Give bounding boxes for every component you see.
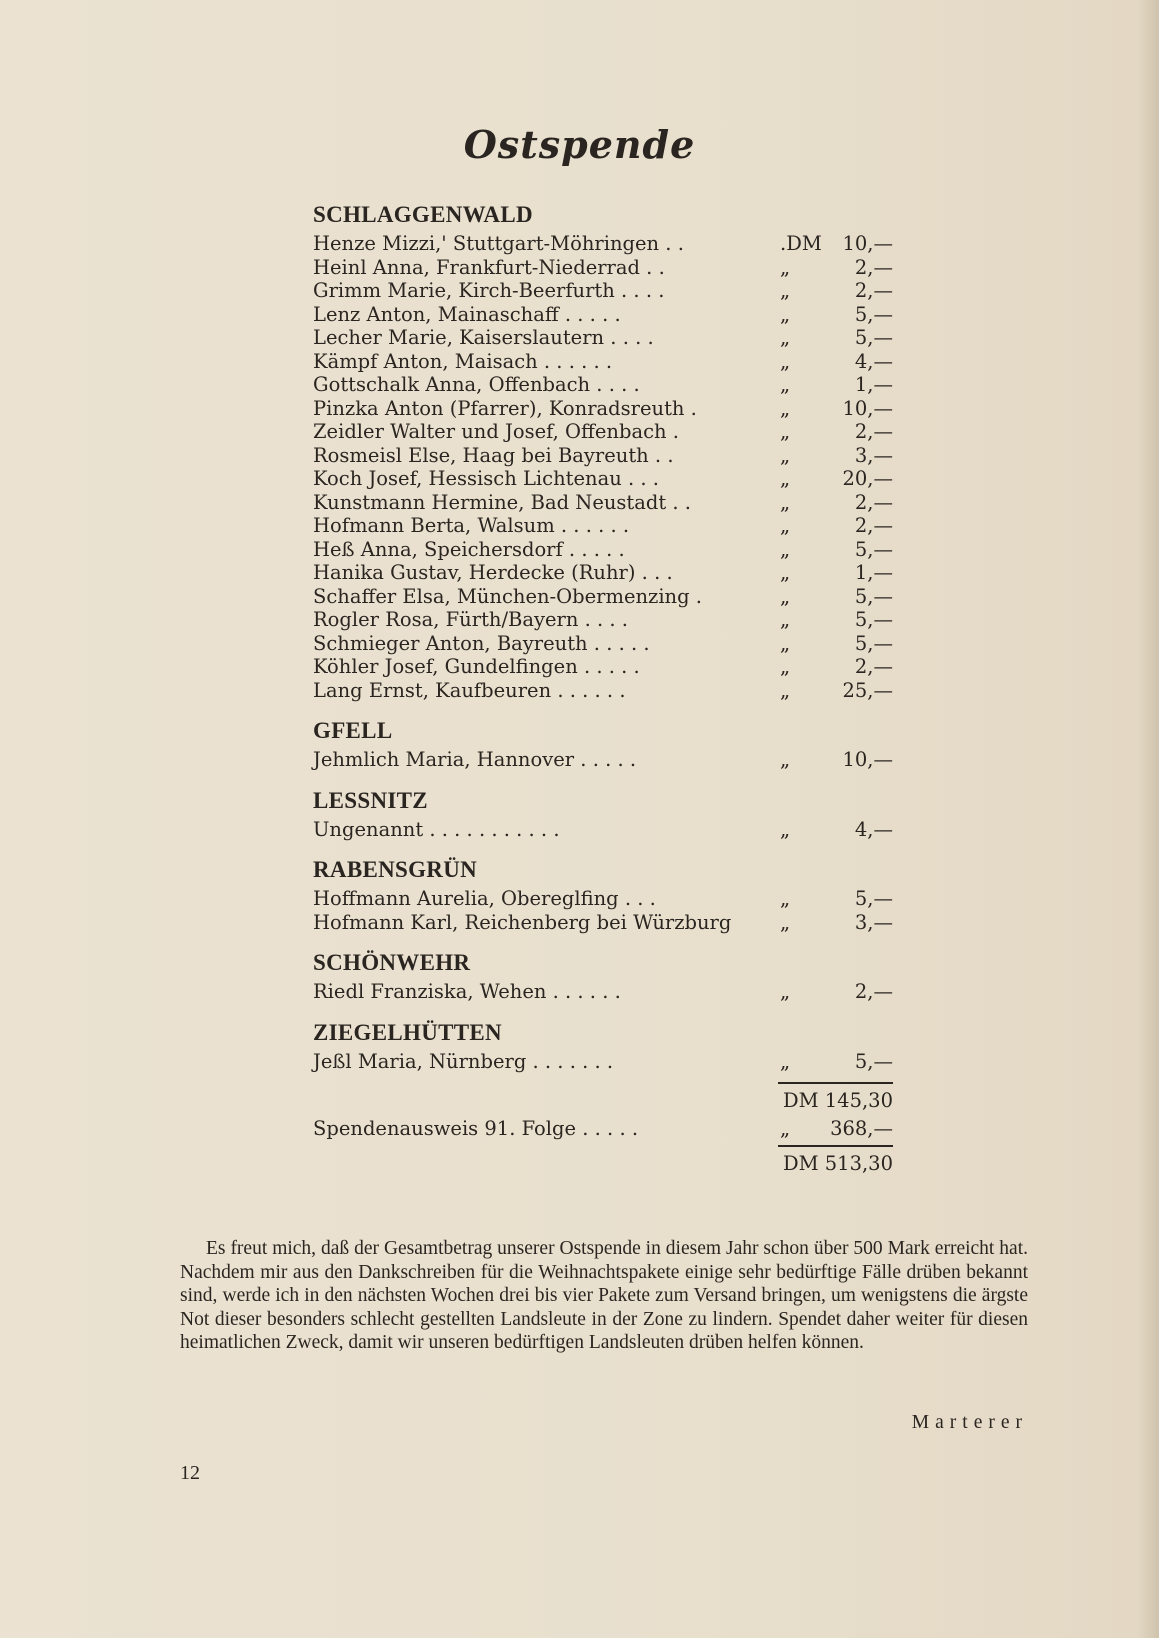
currency-mark: „: [780, 1049, 791, 1073]
section-heading: ZIEGELHÜTTEN: [313, 1019, 502, 1045]
donation-row: [313, 303, 893, 327]
donation-amount: 5,—: [854, 302, 893, 326]
subtotal: DM 145,30: [782, 1089, 893, 1112]
donation-amount: 1,—: [854, 561, 893, 584]
donation-amount: 5,—: [854, 326, 893, 349]
donation-row: [313, 256, 893, 280]
donor-name: Hoffmann Aurelia, Obereglfing . . .: [313, 887, 656, 910]
currency-mark: „: [780, 255, 791, 279]
currency-mark: „: [780, 467, 791, 490]
donation-row: [313, 655, 893, 679]
donor-name: Lang Ernst, Kaufbeuren . . . . . .: [313, 678, 626, 702]
donor-name: Lenz Anton, Mainaschaff . . . . .: [313, 302, 621, 326]
donor-name: Riedl Franziska, Wehen . . . . . .: [313, 980, 621, 1003]
donation-row: [313, 514, 893, 538]
donor-name: Rosmeisl Else, Haag bei Bayreuth . .: [313, 443, 674, 467]
currency-mark: „: [780, 608, 791, 631]
currency-mark: „: [780, 1117, 791, 1140]
donor-name: Grimm Marie, Kirch-Beerfurth . . . .: [313, 279, 665, 302]
donation-amount: 25,—: [842, 678, 893, 702]
donation-amount: 10,—: [842, 748, 893, 771]
donation-amount: 10,—: [842, 396, 893, 420]
currency-mark: „: [780, 420, 791, 443]
donation-section: [313, 946, 893, 1004]
currency-mark: „: [780, 326, 791, 349]
donor-name: Hofmann Karl, Reichenberg bei Würzburg: [313, 910, 732, 934]
donation-row: [313, 279, 893, 303]
donation-amount: 2,—: [854, 514, 893, 537]
donation-amount: 5,—: [854, 584, 893, 608]
donation-section: [313, 853, 893, 934]
donation-row: [313, 491, 893, 515]
donation-row: [313, 748, 893, 772]
donation-row: [313, 632, 893, 656]
currency-mark: „: [780, 631, 791, 655]
donor-name: Hofmann Berta, Walsum . . . . . .: [313, 514, 630, 537]
donation-row: [313, 679, 893, 703]
donation-section: [313, 784, 893, 842]
donor-name: Koch Josef, Hessisch Lichtenau . . .: [313, 467, 659, 490]
currency-mark: „: [780, 748, 791, 771]
donor-name: Rogler Rosa, Fürth/Bayern . . . .: [313, 608, 629, 631]
donation-amount: 10,—: [842, 232, 893, 255]
page-number: 12: [180, 1462, 200, 1484]
section-heading: RABENSGRÜN: [313, 857, 478, 882]
previous-total-amount: 368,—: [830, 1117, 893, 1140]
currency-mark: „: [780, 443, 791, 467]
donation-row: [313, 585, 893, 609]
donor-name: Gottschalk Anna, Offenbach . . . .: [313, 373, 640, 396]
currency-mark: „: [780, 817, 791, 841]
donor-name: Henze Mizzi,' Stuttgart-Möhringen . .: [313, 232, 684, 255]
donation-amount: 5,—: [854, 1049, 893, 1073]
donor-name: Zeidler Walter und Josef, Offenbach .: [313, 420, 679, 443]
currency-mark: „: [780, 887, 791, 910]
donation-section: [313, 1016, 893, 1074]
page-edge-shadow: [1137, 0, 1159, 1638]
donation-row: [313, 467, 893, 491]
donor-name: Hanika Gustav, Herdecke (Ruhr) . . .: [313, 561, 673, 584]
donation-amount: 3,—: [854, 443, 893, 467]
donation-amount: 2,—: [854, 980, 893, 1003]
donation-amount: 4,—: [854, 817, 893, 841]
donation-row: [313, 397, 893, 421]
currency-mark: „: [780, 561, 791, 584]
donation-row: [313, 373, 893, 397]
donor-name: Pinzka Anton (Pfarrer), Konradsreuth .: [313, 396, 697, 420]
donation-amount: 1,—: [854, 373, 893, 396]
previous-total-row: [313, 1117, 893, 1141]
currency-mark: „: [780, 396, 791, 420]
donation-list: [313, 198, 893, 1215]
signature: Marterer: [911, 1412, 1028, 1433]
donation-amount: 5,—: [854, 887, 893, 910]
currency-mark: .DM: [780, 232, 822, 255]
donor-name: Heinl Anna, Frankfurt-Niederrad . .: [313, 255, 665, 279]
currency-mark: „: [780, 678, 791, 702]
donation-amount: 2,—: [854, 490, 893, 514]
currency-mark: „: [780, 373, 791, 396]
currency-mark: „: [780, 349, 791, 373]
section-heading: GFELL: [313, 718, 393, 743]
donation-amount: 2,—: [854, 420, 893, 443]
donation-amount: 2,—: [854, 255, 893, 279]
currency-mark: „: [780, 302, 791, 326]
donation-row: [313, 326, 893, 350]
donor-name: Kämpf Anton, Maisach . . . . . .: [313, 349, 613, 373]
donation-amount: 2,—: [854, 279, 893, 302]
donation-row: [313, 980, 893, 1004]
donation-row: [313, 1050, 893, 1074]
donation-amount: 2,—: [854, 655, 893, 678]
donor-name: Köhler Josef, Gundelfingen . . . . .: [313, 655, 640, 678]
currency-mark: „: [780, 537, 791, 561]
donation-row: [313, 350, 893, 374]
donation-amount: 5,—: [854, 537, 893, 561]
donor-name: Lecher Marie, Kaiserslautern . . . .: [313, 326, 654, 349]
donation-row: [313, 420, 893, 444]
donor-name: Schaffer Elsa, München-Obermenzing .: [313, 584, 703, 608]
donation-amount: 20,—: [842, 467, 893, 490]
totals-block: [313, 1085, 893, 1215]
donation-row: [313, 608, 893, 632]
currency-mark: „: [780, 279, 791, 302]
currency-mark: „: [780, 980, 791, 1003]
donation-row: [313, 444, 893, 468]
donation-row: [313, 538, 893, 562]
donation-row: [313, 561, 893, 585]
donor-name: Kunstmann Hermine, Bad Neustadt . .: [313, 490, 692, 514]
donation-row: [313, 818, 893, 842]
grand-total: DM 513,30: [782, 1152, 893, 1175]
donor-name: Jeßl Maria, Nürnberg . . . . . . .: [313, 1049, 614, 1073]
donor-name: Schmieger Anton, Bayreuth . . . . .: [313, 631, 650, 655]
subtotal-rule: [778, 1082, 893, 1084]
currency-mark: „: [780, 584, 791, 608]
donation-amount: 4,—: [854, 349, 893, 373]
donor-name: Heß Anna, Speichersdorf . . . . .: [313, 537, 625, 561]
closing-paragraph: Es freut mich, daß der Gesamtbetrag unserer Ostspende in diesem Jahr schon über 500 Mark erreicht hat. Nachdem mir aus den Dankschreiben für die Weihnachtspakete einige sehr bedürftige Fälle drüben bekannt sind, werde ich in den nächsten Wochen drei bis vier Pakete zum Versand bringen, um wenigstens die ärgste Not dieser besonders schlecht gestellten Landsleute in der Zone zu lindern. Spendet daher weiter für diesen heimatlichen Zweck, damit wir unseren bedürftigen Landsleuten drüben helfen können.: [180, 1238, 1028, 1353]
donation-section: [313, 198, 893, 702]
previous-total-label: Spendenausweis 91. Folge . . . . .: [313, 1117, 639, 1140]
donor-name: Ungenannt . . . . . . . . . . .: [313, 817, 560, 841]
currency-mark: „: [780, 910, 791, 934]
donation-row: [313, 232, 893, 256]
section-heading: SCHLAGGENWALD: [313, 202, 533, 227]
currency-mark: „: [780, 514, 791, 537]
donation-amount: 3,—: [854, 910, 893, 934]
section-heading: LESSNITZ: [313, 787, 428, 813]
donation-amount: 5,—: [854, 608, 893, 631]
donation-amount: 5,—: [854, 631, 893, 655]
section-heading: SCHÖNWEHR: [313, 950, 471, 975]
currency-mark: „: [780, 490, 791, 514]
currency-mark: „: [780, 655, 791, 678]
page-title: Ostspende: [463, 122, 696, 167]
grand-total-rule: [778, 1145, 893, 1147]
donation-row: [313, 911, 893, 935]
donor-name: Jehmlich Maria, Hannover . . . . .: [313, 748, 637, 771]
donation-row: [313, 887, 893, 911]
donation-section: [313, 714, 893, 772]
